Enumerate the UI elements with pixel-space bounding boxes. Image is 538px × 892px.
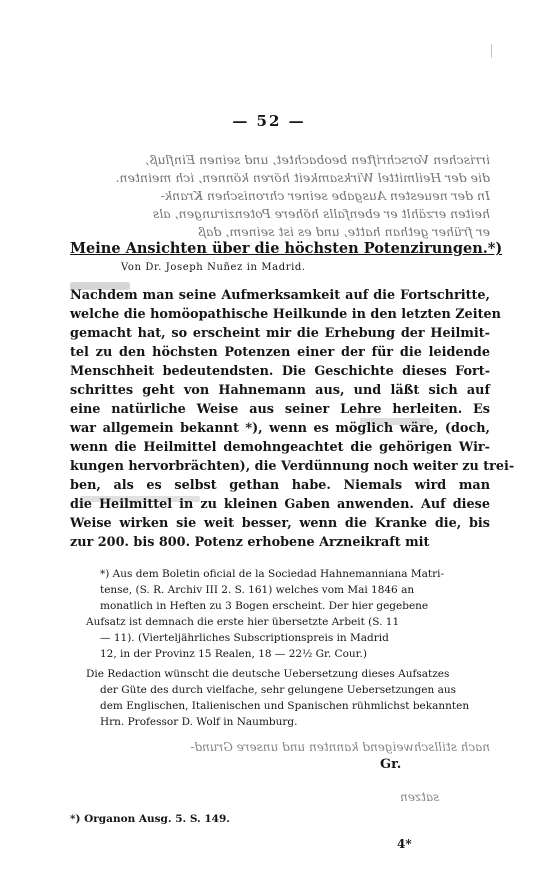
- margin-tick: [491, 44, 492, 58]
- body-line: die Heilmittel in zu kleinen Gaben anwenden. Auf diese: [70, 497, 490, 512]
- body-line: wenn die Heilmittel demohngeachtet die gehörigen Wir-: [70, 440, 490, 455]
- note-line: *) Aus dem Boletin oficial de la Sociedad Hahnemanniana Matri-: [100, 568, 445, 580]
- bleed-line: die der Heilmittel Wirksamkeit hören können, ich meinten.: [115, 170, 490, 185]
- body-line: ben, als es selbst gethan habe. Niemals wird man: [70, 478, 490, 493]
- note-line: dem Englischen, Italienischen und Spanischen rühmlichst bekannten: [100, 700, 470, 712]
- bleed-line: irrischen Vorschriften beobachtet, und seinen Einfluß,: [145, 152, 490, 167]
- note-line: monatlich in Heften zu 3 Bogen erscheint. Der hier gegebene: [100, 600, 429, 612]
- note-line: Aufsatz ist demnach die erste hier übersetzte Arbeit (S. 11: [86, 616, 400, 628]
- note-line: Hrn. Professor D. Wolf in Naumburg.: [100, 716, 298, 728]
- body-line: kungen hervorbrächten), die Verdünnung noch weiter zu trei-: [70, 459, 515, 474]
- bleed-line: In der neuesten Ausgabe seiner chronischen Krank-: [160, 188, 490, 203]
- note-line: 12, in der Provinz 15 Realen, 18 — 22½ Gr. Cour.): [100, 648, 367, 660]
- body-line: Menschheit bedeutendsten. Die Geschichte dieses Fort-: [70, 364, 490, 379]
- bleed-line: nach stillschweigend kannten und unsere Grund-: [190, 740, 490, 754]
- body-line: Nachdem man seine Aufmerksamkeit auf die Fortschritte,: [70, 288, 490, 303]
- signature: Gr.: [380, 757, 402, 772]
- article-title: Meine Ansichten über die höchsten Potenzirungen.*): [70, 240, 503, 257]
- article-author: Von Dr. Joseph Nuñez in Madrid.: [121, 262, 306, 273]
- note-line: der Güte des durch vielfache, sehr gelungene Uebersetzungen aus: [100, 684, 457, 696]
- body-line: tel zu den höchsten Potenzen einer der für die leidende: [70, 345, 490, 360]
- bleed-line: heiten erzählt er ebenfalls höhere Potenzirungen, als: [152, 206, 490, 221]
- note-line: Die Redaction wünscht die deutsche Uebersetzung dieses Aufsatzes: [86, 668, 450, 680]
- body-line: zur 200. bis 800. Potenz erhobene Arzneikraft mit: [70, 535, 430, 550]
- body-line: eine natürliche Weise aus seiner Lehre herleiten. Es: [70, 402, 490, 417]
- page-header: — 52 —: [232, 112, 306, 130]
- bleed-line: er früher gethan hatte, und es ist seinem, daß: [197, 224, 490, 239]
- page-number: 4*: [397, 837, 412, 851]
- note-line: tense, (S. R. Archiv III 2. S. 161) welches vom Mai 1846 an: [100, 584, 415, 596]
- body-line: war allgemein bekannt *), wenn es möglich wäre, (doch,: [70, 421, 490, 436]
- body-line: gemacht hat, so erscheint mir die Erhebung der Heilmit-: [70, 326, 490, 341]
- body-line: welche die homöopathische Heilkunde in den letzten Zeiten: [70, 307, 501, 322]
- bleed-line: satzen: [400, 790, 440, 804]
- footnote: *) Organon Ausg. 5. S. 149.: [70, 813, 230, 825]
- body-line: schrittes geht von Hahnemann aus, und läßt sich auf: [70, 383, 490, 398]
- note-line: — 11). (Vierteljährliches Subscriptionspreis in Madrid: [100, 632, 389, 644]
- body-line: Weise wirken sie weit besser, wenn die Kranke die, bis: [70, 516, 490, 531]
